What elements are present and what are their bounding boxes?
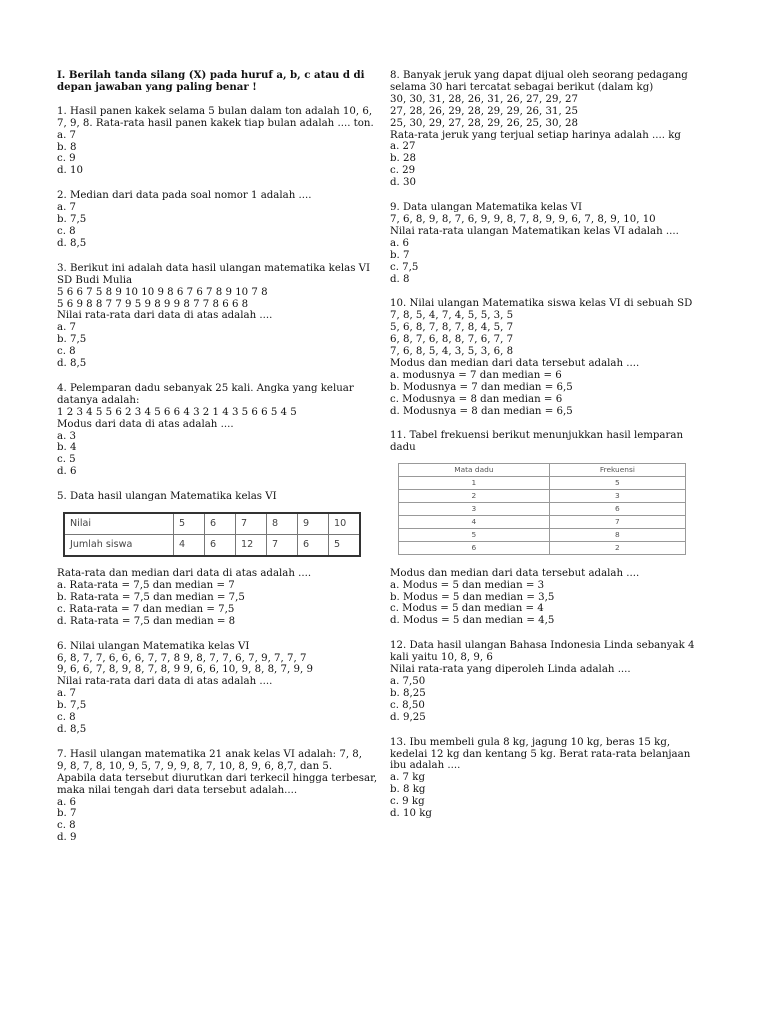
answer-option[interactable]: d. 8,5 bbox=[57, 358, 87, 370]
instruction-line: I. Berilah tanda silang (X) pada huruf a, b, c atau d di bbox=[57, 69, 365, 81]
answer-option[interactable]: d. 9,25 bbox=[390, 711, 426, 723]
question-text: SD Budi Mulia bbox=[57, 274, 133, 286]
question-block bbox=[57, 491, 367, 627]
answer-option[interactable]: c. 8 bbox=[57, 225, 76, 237]
table-cell: 12 bbox=[236, 535, 267, 557]
answer-option[interactable]: c. 8,50 bbox=[390, 699, 425, 711]
question-text: Nilai rata-rata dari data di atas adalah .... bbox=[57, 310, 273, 322]
table-cell: 6 bbox=[399, 541, 550, 554]
answer-option[interactable]: b. 7,5 bbox=[57, 334, 87, 346]
question-block bbox=[57, 383, 367, 478]
table-row bbox=[399, 490, 686, 503]
question-text: kedelai 12 kg dan kentang 5 kg. Berat rata-rata belanjaan bbox=[390, 748, 691, 760]
question-block bbox=[390, 70, 720, 189]
answer-option[interactable]: b. 28 bbox=[390, 153, 416, 165]
answer-option[interactable]: c. 7,5 bbox=[390, 261, 419, 273]
question-text: 1. Hasil panen kakek selama 5 bulan dalam ton adalah 10, 6, bbox=[57, 105, 373, 117]
answer-option[interactable]: c. 9 kg bbox=[390, 796, 425, 808]
question-text: 9. Data ulangan Matematika kelas VI bbox=[390, 202, 583, 214]
table-cell: 5 bbox=[329, 535, 361, 557]
answer-option[interactable]: a. 7 bbox=[57, 322, 77, 334]
question-text: 9, 8, 7, 8, 10, 9, 5, 7, 9, 9, 8, 7, 10, 8, 9, 6, 8,7, dan 5. bbox=[57, 760, 333, 772]
answer-option[interactable]: b. 7 bbox=[390, 249, 410, 261]
question-text: 11. Tabel frekuensi berikut menunjukkan hasil lemparan bbox=[390, 430, 684, 442]
question-text: selama 30 hari tercatat sebagai berikut (dalam kg) bbox=[390, 81, 654, 93]
table-row bbox=[64, 535, 360, 557]
question-text: Nilai rata-rata yang diperoleh Linda adalah .... bbox=[390, 664, 631, 676]
frequency-table bbox=[398, 463, 686, 554]
answer-option[interactable]: c. Modus = 5 dan median = 4 bbox=[390, 603, 544, 615]
answer-option[interactable]: b. 7,5 bbox=[57, 700, 87, 712]
question-text: 12. Data hasil ulangan Bahasa Indonesia Linda sebanyak 4 bbox=[390, 640, 695, 652]
question-text: 25, 30, 29, 27, 28, 29, 26, 25, 30, 28 bbox=[390, 117, 578, 129]
answer-option[interactable]: b. Modusnya = 7 dan median = 6,5 bbox=[390, 381, 573, 393]
answer-option[interactable]: a. 6 bbox=[390, 237, 410, 249]
question-text: 2. Median dari data pada soal nomor 1 adalah .... bbox=[57, 190, 312, 202]
question-text: 5 6 9 8 8 7 7 9 5 9 8 9 9 8 7 7 8 6 6 8 bbox=[57, 298, 249, 310]
answer-option[interactable]: a. 7 bbox=[57, 202, 77, 214]
answer-option[interactable]: d. 8,5 bbox=[57, 237, 87, 249]
answer-option[interactable]: a. 6 bbox=[57, 796, 77, 808]
answer-option[interactable]: c. 5 bbox=[57, 454, 76, 466]
answer-option[interactable]: b. 8,25 bbox=[390, 687, 426, 699]
question-text: Modus dan median dari data tersebut adalah .... bbox=[390, 567, 640, 579]
table-cell: 3 bbox=[399, 503, 550, 516]
table-cell: 4 bbox=[399, 516, 550, 529]
table-row bbox=[399, 503, 686, 516]
answer-option[interactable]: b. Modus = 5 dan median = 3,5 bbox=[390, 591, 555, 603]
question-text: maka nilai tengah dari data tersebut adalah.... bbox=[57, 784, 298, 796]
answer-option[interactable]: b. 7 bbox=[57, 808, 77, 820]
question-text: Nilai rata-rata dari data di atas adalah .... bbox=[57, 676, 273, 688]
question-block bbox=[57, 262, 371, 370]
question-text: 13. Ibu membeli gula 8 kg, jagung 10 kg, beras 15 kg, bbox=[390, 736, 671, 748]
question-text: Modus dan median dari data tersebut adalah .... bbox=[390, 357, 640, 369]
table-row bbox=[399, 528, 686, 541]
table-row bbox=[399, 477, 686, 490]
table-cell: 7 bbox=[236, 513, 267, 535]
question-block bbox=[390, 640, 720, 723]
answer-option[interactable]: d. Modus = 5 dan median = 4,5 bbox=[390, 615, 555, 627]
table-header-cell: Frekuensi bbox=[549, 464, 685, 477]
table-cell: 1 bbox=[399, 477, 550, 490]
question-text: 1 2 3 4 5 5 6 2 3 4 5 6 6 4 3 2 1 4 3 5 6 6 5 4 5 bbox=[57, 406, 297, 418]
answer-option[interactable]: c. Modusnya = 8 dan median = 6 bbox=[390, 393, 563, 405]
answer-option[interactable]: d. 9 bbox=[57, 832, 77, 844]
answer-option[interactable]: b. 8 kg bbox=[390, 784, 426, 796]
table-cell: 2 bbox=[399, 490, 550, 503]
question-block bbox=[390, 298, 720, 417]
question-text: 3. Berikut ini adalah data hasil ulangan matematika kelas VI bbox=[57, 262, 371, 274]
table-header-cell: Mata dadu bbox=[399, 464, 550, 477]
question-text: Rata-rata jeruk yang terjual setiap harinya adalah .... kg bbox=[390, 129, 681, 141]
question-text: 27, 28, 26, 29, 28, 29, 29, 26, 31, 25 bbox=[390, 105, 578, 117]
table-cell: 9 bbox=[298, 513, 329, 535]
question-text: datanya adalah: bbox=[57, 394, 140, 406]
right-column bbox=[390, 70, 720, 833]
answer-option[interactable]: d. 8,5 bbox=[57, 723, 87, 735]
table-cell: 7 bbox=[267, 535, 298, 557]
answer-option[interactable]: d. 30 bbox=[390, 177, 416, 189]
answer-option[interactable]: a. 3 bbox=[57, 430, 77, 442]
answer-option[interactable]: d. Modusnya = 8 dan median = 6,5 bbox=[390, 405, 573, 417]
answer-option[interactable]: c. 8 bbox=[57, 820, 76, 832]
table-cell: 10 bbox=[329, 513, 361, 535]
question-text: 30, 30, 31, 28, 26, 31, 26, 27, 29, 27 bbox=[390, 93, 578, 105]
table-cell: 5 bbox=[549, 477, 685, 490]
answer-option[interactable]: b. 4 bbox=[57, 442, 77, 454]
answer-option[interactable]: a. Rata-rata = 7,5 dan median = 7 bbox=[57, 580, 235, 591]
question-block bbox=[390, 737, 720, 820]
table-cell: 3 bbox=[549, 490, 685, 503]
question-block bbox=[57, 105, 374, 177]
table-row bbox=[64, 513, 360, 535]
question-text: 7, 8, 5, 4, 7, 4, 5, 5, 3, 5 bbox=[390, 310, 514, 322]
table-cell: 8 bbox=[549, 528, 685, 541]
answer-option[interactable]: b. 7,5 bbox=[57, 214, 87, 226]
question-text: 7, 6, 8, 9, 8, 7, 6, 9, 9, 8, 7, 8, 9, 9, 6, 7, 8, 9, 10, 10 bbox=[390, 213, 656, 225]
table-cell: 5 bbox=[399, 528, 550, 541]
table-row bbox=[399, 516, 686, 529]
answer-option[interactable]: c. Rata-rata = 7 dan median = 7,5 bbox=[57, 603, 235, 615]
answer-option[interactable]: d. Rata-rata = 7,5 dan median = 8 bbox=[57, 615, 236, 627]
answer-option[interactable]: b. 8 bbox=[57, 141, 77, 153]
answer-option[interactable]: a. modusnya = 7 dan median = 6 bbox=[390, 369, 562, 381]
table-row bbox=[399, 541, 686, 554]
question-text: 8. Banyak jeruk yang dapat dijual oleh seorang pedagang bbox=[390, 70, 688, 81]
question-text: kali yaitu 10, 8, 9, 6 bbox=[390, 652, 493, 664]
table-cell: 6 bbox=[298, 535, 329, 557]
answer-option[interactable]: a. 27 bbox=[390, 141, 416, 153]
question-text: Rata-rata dan median dari data di atas adalah .... bbox=[57, 568, 312, 580]
answer-option[interactable]: c. 8 bbox=[57, 346, 76, 358]
answer-option[interactable]: d. 8 bbox=[390, 273, 410, 285]
answer-option[interactable]: d. 10 kg bbox=[390, 808, 432, 820]
table-cell: 2 bbox=[549, 541, 685, 554]
table-cell: 5 bbox=[174, 513, 205, 535]
question-block bbox=[390, 430, 720, 627]
table-cell: 4 bbox=[174, 535, 205, 557]
table-cell: Nilai bbox=[64, 513, 174, 535]
answer-option[interactable]: a. 7,50 bbox=[390, 675, 426, 687]
answer-option[interactable]: d. 6 bbox=[57, 466, 77, 478]
instruction-line: depan jawaban yang paling benar ! bbox=[57, 80, 257, 93]
question-text: Apabila data tersebut diurutkan dari terkecil hingga terbesar, bbox=[57, 772, 378, 784]
question-text: 5, 6, 8, 7, 8, 7, 8, 4, 5, 7 bbox=[390, 322, 514, 334]
answer-option[interactable]: c. 29 bbox=[390, 165, 416, 177]
score-table bbox=[63, 512, 361, 557]
question-text: 5. Data hasil ulangan Matematika kelas VI bbox=[57, 491, 277, 503]
table-cell: 6 bbox=[549, 503, 685, 516]
question-text: 7. Hasil ulangan matematika 21 anak kelas VI adalah: 7, 8, bbox=[57, 748, 363, 760]
table-cell: 7 bbox=[549, 516, 685, 529]
question-text: Modus dari data di atas adalah .... bbox=[57, 418, 234, 430]
answer-option[interactable]: c. 8 bbox=[57, 712, 76, 724]
question-text: 9, 6, 6, 7, 8, 9, 8, 7, 8, 9 9, 6, 6, 10, 9, 8, 8, 7, 9, 9 bbox=[57, 664, 313, 676]
table-cell: 8 bbox=[267, 513, 298, 535]
table-header-row bbox=[399, 464, 686, 477]
answer-option[interactable]: c. 9 bbox=[57, 153, 76, 165]
answer-option[interactable]: b. Rata-rata = 7,5 dan median = 7,5 bbox=[57, 591, 245, 603]
answer-option[interactable]: a. 7 bbox=[57, 688, 77, 700]
question-block bbox=[57, 641, 367, 736]
question-text: 6, 8, 7, 7, 6, 6, 6, 7, 7, 8 9, 8, 7, 7, 6, 7, 9, 7, 7, 7 bbox=[57, 652, 307, 664]
question-block bbox=[57, 190, 367, 250]
question-text: 7, 6, 8, 5, 4, 3, 5, 3, 6, 8 bbox=[390, 346, 514, 358]
question-text: 4. Pelemparan dadu sebanyak 25 kali. Angka yang keluar bbox=[57, 382, 354, 394]
instruction-heading bbox=[57, 70, 367, 94]
question-text: Nilai rata-rata ulangan Matematikan kelas VI adalah .... bbox=[390, 225, 679, 237]
question-text: 10. Nilai ulangan Matematika siswa kelas VI di sebuah SD bbox=[390, 298, 693, 310]
table-cell: 6 bbox=[205, 513, 236, 535]
question-text: ibu adalah .... bbox=[390, 760, 461, 772]
question-block bbox=[390, 202, 720, 285]
question-text: 7, 9, 8. Rata-rata hasil panen kakek tiap bulan adalah .... ton. bbox=[57, 117, 374, 129]
question-text: 6, 8, 7, 6, 8, 8, 7, 6, 7, 7 bbox=[390, 334, 514, 346]
left-column bbox=[57, 69, 378, 857]
table-cell: Jumlah siswa bbox=[64, 535, 174, 557]
question-block bbox=[57, 748, 378, 844]
question-text: dadu bbox=[390, 442, 416, 454]
question-text: 5 6 6 7 5 8 9 10 10 9 8 6 7 6 7 8 9 10 7 8 bbox=[57, 286, 268, 298]
table-cell: 6 bbox=[205, 535, 236, 557]
answer-option[interactable]: a. 7 bbox=[57, 129, 77, 141]
question-text: 6. Nilai ulangan Matematika kelas VI bbox=[57, 640, 250, 652]
answer-option[interactable]: a. Modus = 5 dan median = 3 bbox=[390, 579, 545, 591]
answer-option[interactable]: a. 7 kg bbox=[390, 772, 425, 784]
answer-option[interactable]: d. 10 bbox=[57, 165, 83, 177]
